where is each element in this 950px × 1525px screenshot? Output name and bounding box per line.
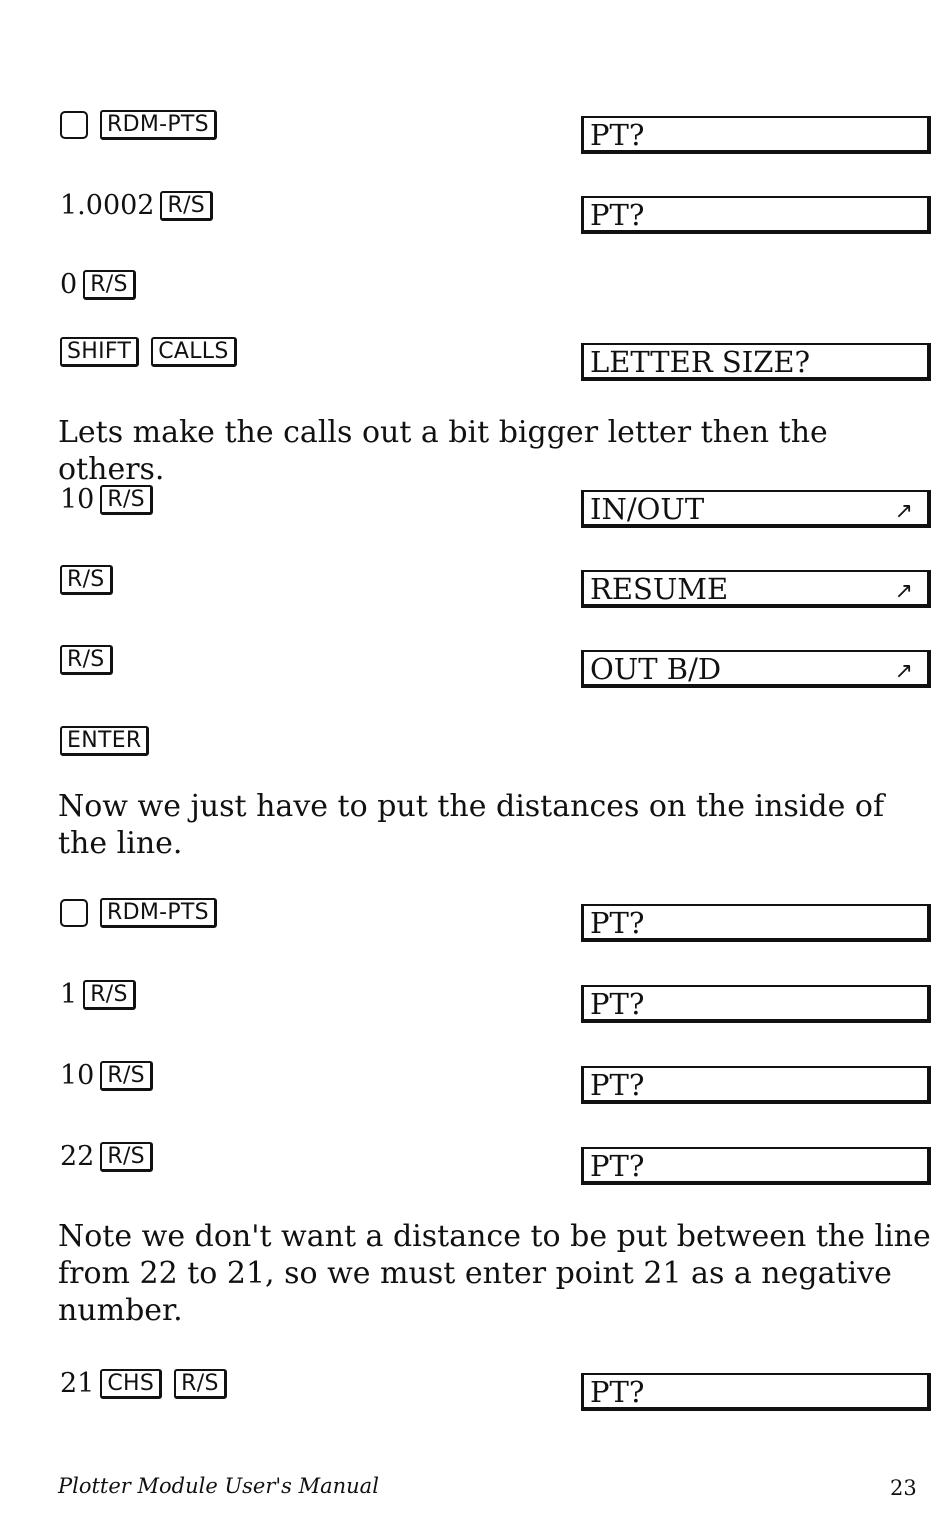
key-calls: CALLS xyxy=(151,337,236,367)
key-rs: R/S xyxy=(100,1061,153,1091)
checkbox-icon xyxy=(60,899,88,927)
key-rdm-pts: RDM-PTS xyxy=(100,898,217,928)
display-pt-2: PT? xyxy=(581,196,931,234)
step-shift-calls xyxy=(60,337,237,367)
entry-value: 0 xyxy=(60,269,78,300)
display-text: IN/OUT xyxy=(590,492,705,526)
display-pt-6: PT? xyxy=(581,1147,931,1185)
entry-value: 10 xyxy=(60,484,95,515)
key-rs: R/S xyxy=(83,980,136,1010)
key-rs: R/S xyxy=(100,485,153,515)
step-rdm-pts-1 xyxy=(60,110,217,140)
display-pt-5: PT? xyxy=(581,1066,931,1104)
instruction-paragraph-2: Now we just have to put the distances on the inside of the line. xyxy=(58,789,885,861)
step-enter xyxy=(60,726,149,756)
entry-value: 21 xyxy=(60,1368,95,1399)
arrow-icon: ↗ xyxy=(894,659,913,684)
footer-page-number: 23 xyxy=(890,1476,917,1500)
key-rdm-pts: RDM-PTS xyxy=(100,110,217,140)
display-in-out xyxy=(581,490,931,528)
key-shift: SHIFT xyxy=(60,337,139,367)
key-enter: ENTER xyxy=(60,726,149,756)
step-value-6 xyxy=(60,1141,153,1172)
display-resume xyxy=(581,570,931,608)
key-rs: R/S xyxy=(174,1369,227,1399)
entry-value: 1.0002 xyxy=(60,190,155,221)
instruction-paragraph-1: Lets make the calls out a bit bigger letter then the others. xyxy=(58,415,828,487)
key-rs: R/S xyxy=(100,1142,153,1172)
entry-value: 1 xyxy=(60,979,78,1010)
key-chs: CHS xyxy=(100,1369,162,1399)
step-value-5 xyxy=(60,1060,153,1091)
display-pt-4: PT? xyxy=(581,985,931,1023)
step-value-7 xyxy=(60,1368,227,1399)
key-rs: R/S xyxy=(160,191,213,221)
entry-value: 10 xyxy=(60,1060,95,1091)
display-text: OUT B/D xyxy=(590,652,722,686)
checkbox-icon xyxy=(60,111,88,139)
display-pt-7: PT? xyxy=(581,1373,931,1411)
step-rdm-pts-2 xyxy=(60,898,217,928)
step-value-1 xyxy=(60,190,213,221)
key-rs: R/S xyxy=(60,645,113,675)
key-rs: R/S xyxy=(83,270,136,300)
display-out-bd xyxy=(581,650,931,688)
display-letter-size: LETTER SIZE? xyxy=(581,343,931,381)
step-rs-2 xyxy=(60,645,113,675)
display-pt-3: PT? xyxy=(581,904,931,942)
step-value-3 xyxy=(60,484,153,515)
instruction-paragraph-3: Note we don't want a distance to be put between the line from 22 to 21, so we must enter point 21 as a negative number. xyxy=(58,1219,931,1328)
step-rs-1 xyxy=(60,565,113,595)
arrow-icon: ↗ xyxy=(894,499,913,524)
display-text: RESUME xyxy=(590,572,729,606)
arrow-icon: ↗ xyxy=(894,579,913,604)
key-rs: R/S xyxy=(60,565,113,595)
step-value-4 xyxy=(60,979,136,1010)
footer-manual-title: Plotter Module User's Manual xyxy=(58,1474,379,1498)
entry-value: 22 xyxy=(60,1141,95,1172)
step-value-2 xyxy=(60,269,136,300)
display-pt-1: PT? xyxy=(581,116,931,154)
